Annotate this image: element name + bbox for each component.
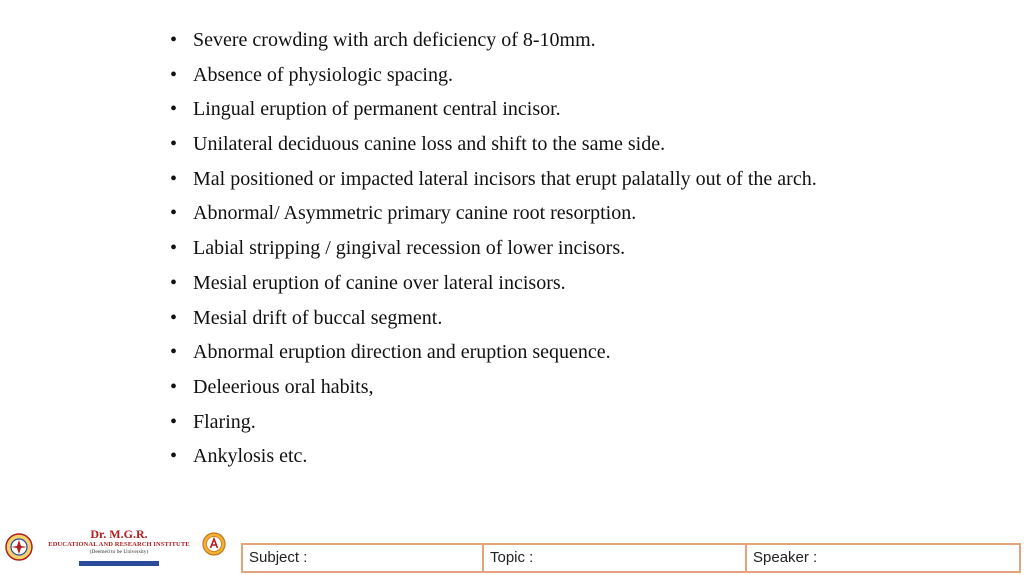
bullet-text: Deleerious oral habits,: [193, 375, 374, 398]
bullet-marker: •: [170, 133, 178, 156]
list-item: [170, 97, 870, 121]
logo-institute: EDUCATIONAL AND RESEARCH INSTITUTE: [48, 541, 190, 548]
list-item: [170, 375, 870, 399]
bullet-marker: •: [170, 445, 178, 468]
speaker-field: Speaker :: [745, 543, 1021, 573]
list-item: [170, 167, 870, 191]
list-item: [170, 340, 870, 364]
bullet-text: Abnormal eruption direction and eruption sequence.: [193, 341, 611, 364]
list-item: [170, 28, 870, 52]
list-item: [170, 306, 870, 330]
list-item: [170, 201, 870, 225]
list-item: [170, 63, 870, 87]
logo-text-block: [34, 528, 204, 566]
bullet-text: Unilateral deciduous canine loss and shift to the same side.: [193, 133, 666, 156]
bullet-marker: •: [170, 237, 178, 260]
bullet-text: Mal positioned or impacted lateral incisors that erupt palatally out of the arch.: [193, 167, 817, 190]
bullet-marker: •: [170, 29, 178, 51]
bullet-text: Lingual eruption of permanent central incisor.: [193, 98, 561, 121]
institute-logo: [4, 528, 230, 572]
subject-field: Subject :: [241, 543, 484, 573]
bullet-text: Absence of physiologic spacing.: [193, 63, 453, 86]
bullet-text: Mesial drift of buccal segment.: [193, 306, 443, 329]
bullet-text: Labial stripping / gingival recession of lower incisors.: [193, 237, 626, 260]
logo-deemed: (Deemed to be University): [89, 549, 149, 555]
bullet-text: Ankylosis etc.: [193, 445, 308, 468]
footer: [0, 525, 1024, 575]
bullet-text: Mesial eruption of canine over lateral incisors.: [193, 271, 566, 294]
bullet-marker: •: [170, 375, 178, 398]
list-item: [170, 444, 870, 468]
bullet-marker: •: [170, 202, 178, 225]
bullet-marker: •: [170, 98, 178, 121]
list-item: [170, 132, 870, 156]
bullet-text: Flaring.: [193, 410, 256, 433]
bullet-marker: •: [170, 306, 178, 329]
bullet-marker: •: [170, 341, 178, 364]
emblem-icon: [4, 532, 34, 562]
bullet-marker: •: [170, 410, 178, 433]
bullet-marker: •: [170, 63, 178, 86]
list-item: [170, 410, 870, 434]
list-item: [170, 271, 870, 295]
logo-fine-print: [34, 555, 204, 560]
bullet-marker: •: [170, 271, 178, 294]
accreditation-badge-icon: [202, 532, 226, 556]
bullet-text: Severe crowding with arch deficiency of 8-10mm.: [193, 29, 596, 51]
logo-name: Dr. M.G.R.: [90, 527, 148, 541]
list-item: [170, 236, 870, 260]
logo-strip: [79, 561, 159, 566]
topic-field: Topic :: [482, 543, 747, 573]
bullet-list: [170, 28, 870, 479]
bullet-text: Abnormal/ Asymmetric primary canine root resorption.: [193, 202, 637, 225]
bullet-marker: •: [170, 167, 178, 190]
